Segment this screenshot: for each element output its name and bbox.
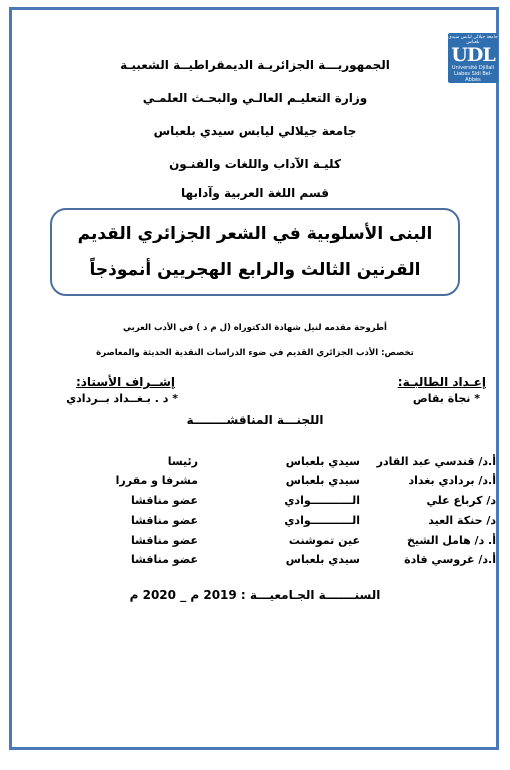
member-name: أ.د/ بردادي بغداد: [408, 474, 496, 487]
thesis-title-line2: القرنين الثالث والرابع الهجريين أنموذجاً: [89, 260, 421, 280]
ministry-name: وزارة التعليـم العالـي والبحـث العلمـي: [142, 91, 368, 105]
committee-title: اللجنـــة المناقشــــــــة: [186, 413, 324, 427]
member-role: عضو مناقشا: [130, 514, 198, 527]
member-university: الـــــــــــوادي: [284, 494, 360, 507]
republic-name: الجمهوريـــة الجزائريـة الديمقراطيــة الشعبيـة: [120, 58, 390, 72]
member-role: عضو مناقشا: [130, 494, 198, 507]
department-name: قسم اللغة العربية وآدابها: [181, 186, 329, 200]
logo-mark: UDL: [451, 44, 495, 66]
committee-member-row: [100, 494, 510, 516]
logo-bottom-text: Université Djillali Liabes Sidi Bel-Abbès: [451, 65, 495, 83]
thesis-title-line1: البنى الأسلوبية في الشعر الجزائري القديم: [77, 224, 433, 244]
university-name: جامعة جيلالي ليابس سيدي بلعباس: [153, 124, 357, 138]
member-role: عضو مناقشا: [130, 553, 198, 566]
thesis-title-box: [50, 208, 460, 296]
member-name: أ. د/ هامل الشيخ: [407, 534, 496, 547]
degree-line: أطروحة مقدمه لنيل شهادة الدكتوراه (ل م د ) في الأدب العربي: [123, 323, 387, 333]
member-role: مشرفا و مقررا: [115, 474, 198, 487]
committee-member-row: [100, 514, 510, 536]
member-role: عضو مناقشا: [130, 534, 198, 547]
student-name: * نجاة بقاص: [412, 392, 480, 405]
member-university: الـــــــــــوادي: [284, 514, 360, 527]
member-university: سيدي بلعباس: [285, 474, 360, 487]
member-university: سيدي بلعباس: [285, 553, 360, 566]
member-university: سيدي بلعباس: [285, 455, 360, 468]
logo-top-text: جامعة جيلالي ليابس سيدي بلعباس: [448, 35, 498, 45]
academic-year: السنـــــــة الجـامعيـــة : 2019 م _ 2020 م: [129, 588, 381, 602]
student-label: إعـداد الطالبـة:: [397, 375, 486, 389]
faculty-name: كليـة الآداب واللغات والفنـون: [169, 157, 341, 171]
committee-member-row: [100, 553, 510, 575]
member-name: د/ حنكة العيد: [428, 514, 496, 527]
member-name: د/ كرباع علي: [426, 494, 496, 507]
member-name: أ.د/ قندسي عبد القادر: [376, 455, 496, 468]
member-role: رئيسا: [167, 455, 198, 468]
supervisor-label: إشــراف الأستاذ:: [75, 375, 175, 389]
committee-member-row: [100, 474, 510, 496]
member-name: أ.د/ غروسي قادة: [404, 553, 496, 566]
member-university: عين تموشنت: [288, 534, 360, 547]
specialty-line: تخصص: الأدب الجزائري القديم في ضوء الدراسات النقدية الحديثة والمعاصرة: [96, 348, 414, 358]
supervisor-name: * د . بـغــداد بــردادي: [66, 392, 178, 405]
